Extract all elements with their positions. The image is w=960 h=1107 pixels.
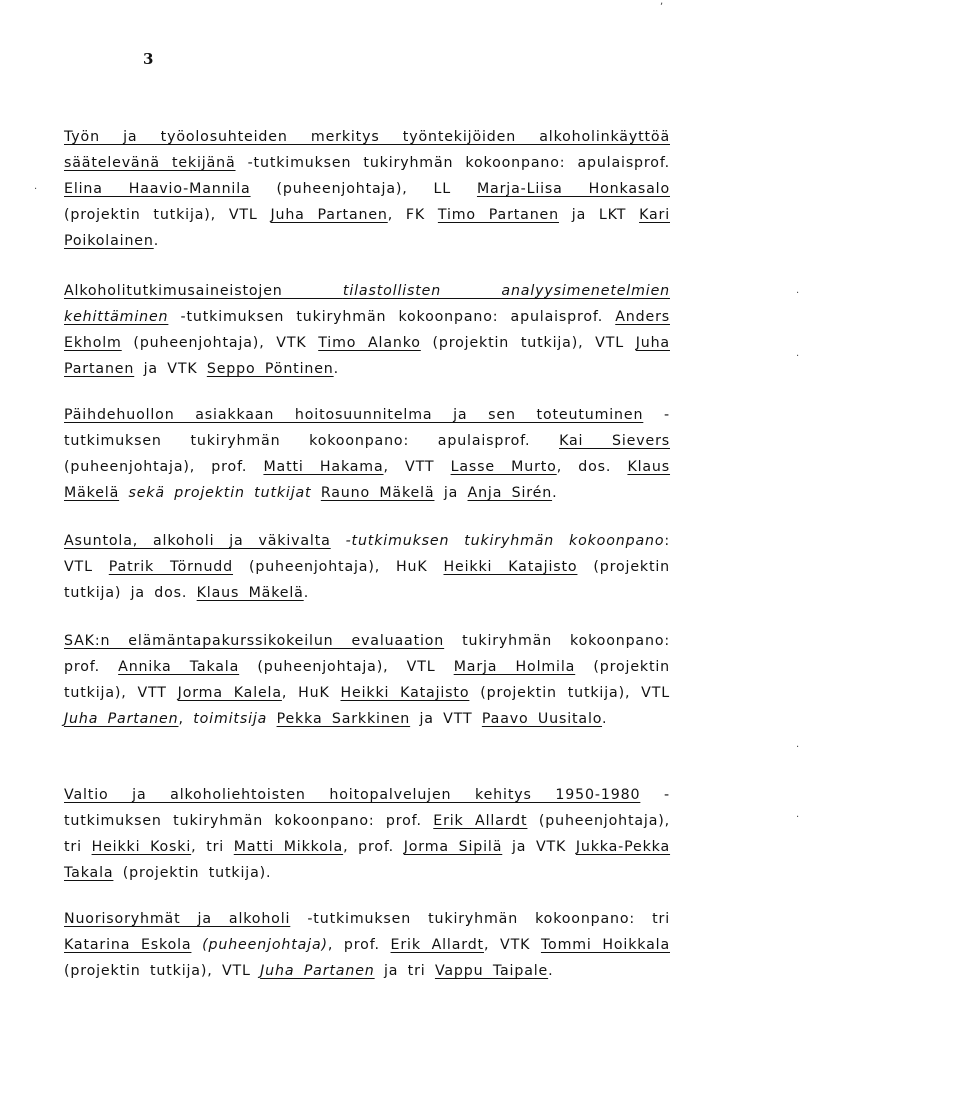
italic-text: tilastollisten analyysimenetelmien kehittäminen [64,283,670,325]
underlined-text: Lasse Murto [450,459,557,475]
italic-text: toimitsija [193,711,268,727]
underlined-text: Marja Holmila [453,659,576,675]
underlined-text: Vappu Taipale [434,963,549,979]
underlined-text: Katarina Eskola [64,937,192,953]
text-run: -tutkimuksen tukiryhmän kokoonpano: tri [290,911,670,927]
text-run: ja [434,485,468,501]
underlined-text: Kari Poikolainen [64,207,670,249]
underlined-text: Työn ja työolosuhteiden merkitys työntekijöiden alkoholinkäyttöä säätelevänä tekijänä [64,129,670,171]
underlined-text: Paavo Uusitalo [481,711,603,727]
underlined-text: Alkoholitutkimusaineistojen [64,283,343,299]
text-run [331,533,346,549]
text-run: , HuK [281,685,341,701]
text-run: . [552,485,558,501]
text-run: -tutkimuksen tukiryhmän kokoonpano: prof. [64,787,670,829]
paragraph-valtio-ja-alkoholiehtoisten [64,782,670,886]
text-run: . [153,233,160,249]
text-run: ja VTT [410,711,482,727]
text-run: . [548,963,554,979]
paragraph-sak-elamantapakurssi [64,628,670,732]
text-run: , prof. [327,937,391,953]
underlined-text [260,963,374,979]
text-run: -tutkimuksen tukiryhmän kokoonpano: apulaisprof. [168,309,616,325]
text-run: ja LKT [558,207,640,223]
text-run: : VTL [64,533,670,575]
text-run [267,711,276,727]
text-run: . [602,711,608,727]
underlined-text: Anja Sirén [467,485,553,501]
underlined-text: Heikki Katajisto [443,559,578,575]
text-run: , tri [191,839,234,855]
paragraph-paihdehuollon-asiakkaan [64,402,670,506]
underlined-text: Elina Haavio-Mannila [64,181,251,197]
text-run: . [303,585,310,601]
underlined-text: SAK:n elämäntapakurssikokeilun evaluaation [64,633,445,649]
italic-text: Juha Partanen [260,963,375,979]
text-run: (puheenjohtaja), LL [250,181,477,197]
text-run: ja tri [374,963,435,979]
underlined-text: Pekka Sarkkinen [276,711,411,727]
scan-speck: · [796,812,800,823]
text-run: (projektin tutkija), VTL [64,963,261,979]
underlined-text: Erik Allardt [390,937,484,953]
underlined-text: Timo Partanen [437,207,559,223]
text-run: -tutkimuksen tukiryhmän kokoonpano: apulaisprof. [235,155,670,171]
text-run: (projektin tutkija) ja dos. [64,559,671,601]
scan-speck: · [796,742,800,753]
italic-text: -tutkimuksen tukiryhmän kokoonpano [345,533,665,549]
underlined-text: Erik Allardt [433,813,528,829]
paragraph-asuntola-alkoholi [64,528,670,606]
text-run: , dos. [556,459,628,475]
underlined-text: Valtio ja alkoholiehtoisten hoitopalvelujen kehitys 1950-1980 [64,787,641,803]
text-run: (projektin tutkija). [113,865,272,881]
text-run: (projektin tutkija), VTL [64,207,271,223]
underlined-text: Klaus Mäkelä [64,459,671,501]
underlined-text: Klaus Mäkelä [196,585,304,601]
underlined-text: Juha Partanen [270,207,388,223]
underlined-text: Matti Hakama [263,459,384,475]
scan-speck: · [34,184,38,195]
underlined-text: Jukka-Pekka Takala [64,839,671,881]
text-run: ja VTK [134,361,207,377]
text-run: . [333,361,340,377]
underlined-text: Nuorisoryhmät ja alkoholi [64,911,291,927]
text-run: , prof. [343,839,404,855]
text-run: -tutkimuksen tukiryhmän kokoonpano: apulaisprof. [64,407,670,449]
italic-text: sekä projektin tutkijat [128,485,321,501]
underlined-text [64,711,178,727]
text-run: (puheenjohtaja), tri [64,813,670,855]
underlined-text: Patrik Törnudd [108,559,234,575]
text-run: , [178,711,194,727]
underlined-text: Päihdehuollon asiakkaan hoitosuunnitelma ja sen toteutuminen [64,407,644,423]
italic-text: Juha Partanen [64,711,179,727]
underlined-text: Heikki Katajisto [340,685,470,701]
text-run: (puheenjohtaja), HuK [233,559,444,575]
text-run: , FK [387,207,438,223]
underlined-text: Tommi Hoikkala [540,937,670,953]
page-number: 3 [143,50,154,68]
text-run: , VTT [383,459,451,475]
paragraph-nuorisoryhmat-ja-alkoholi [64,906,670,984]
scan-speck: · [796,288,800,299]
underlined-text: Heikki Koski [91,839,192,855]
underlined-text: Jorma Sipilä [403,839,503,855]
underlined-text: Timo Alanko [318,335,421,351]
text-run: (puheenjohtaja), VTL [239,659,454,675]
underlined-text: Annika Takala [118,659,240,675]
underlined-text: Matti Mikkola [233,839,344,855]
text-run: (puheenjohtaja), prof. [64,459,264,475]
underlined-text: Rauno Mäkelä [320,485,435,501]
underlined-text: Marja-Liisa Honkasalo [476,181,670,197]
underlined-text: Anders Ekholm [64,309,670,351]
underlined-text: Asuntola, alkoholi ja väkivalta [64,533,331,549]
scan-speck: · [796,351,800,362]
paragraph-alkoholitutkimusaineistojen [64,278,670,382]
text-run: (projektin tutkija), VTT [64,659,671,701]
scan-speck: , [660,0,664,7]
italic-text: (puheenjohtaja) [191,937,328,953]
text-run: , VTK [483,937,541,953]
underlined-text: Jorma Kalela [177,685,282,701]
underlined-text: Kai Sievers [559,433,670,449]
paragraph-tyon-ja-tyoolosuhteiden [64,124,670,254]
text-run: (puheenjohtaja), VTK [121,335,319,351]
underlined-text: Juha Partanen [64,335,670,377]
text-run: tukiryhmän kokoonpano: prof. [64,633,670,675]
text-run: (projektin tutkija), VTL [420,335,636,351]
text-run: (projektin tutkija), VTL [469,685,670,701]
underlined-text: Seppo Pöntinen [206,361,334,377]
text-run: ja VTK [502,839,576,855]
